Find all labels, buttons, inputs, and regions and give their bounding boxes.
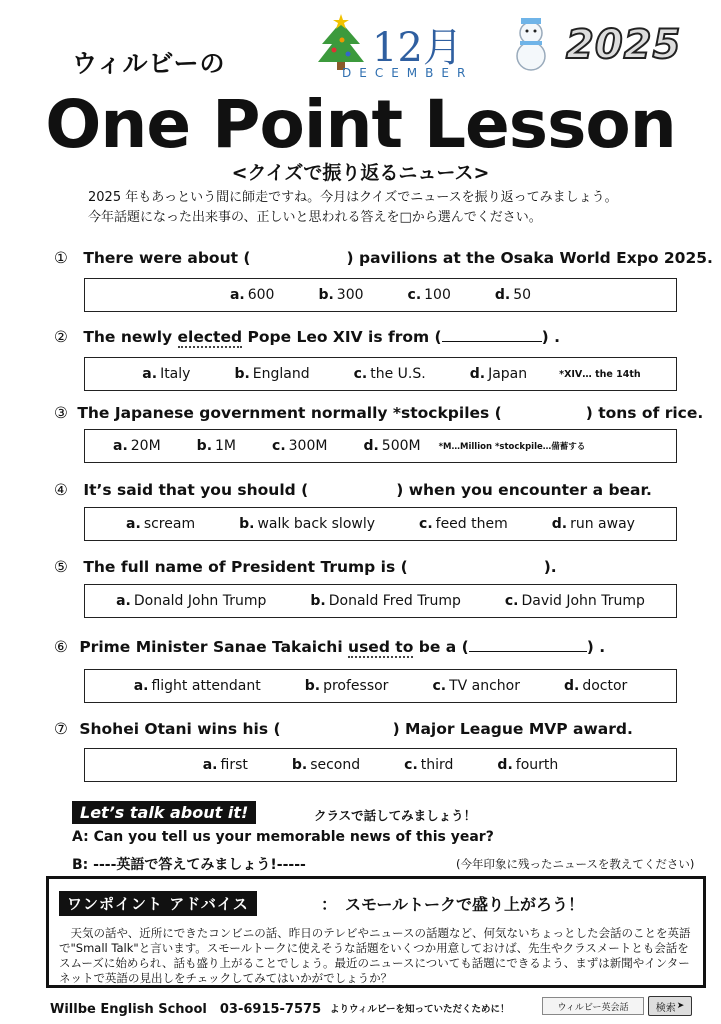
options-box-3 bbox=[84, 429, 677, 463]
option-c[interactable]: c. third bbox=[404, 757, 454, 773]
option-b[interactable]: b. professor bbox=[304, 678, 389, 694]
answer-blank[interactable] bbox=[469, 637, 587, 652]
question-text: Prime Minister Sanae Takaichi bbox=[79, 638, 349, 656]
talk-badge: Let’s talk about it! bbox=[72, 801, 256, 824]
option-a[interactable]: a. 600 bbox=[229, 287, 275, 303]
snowman-icon bbox=[506, 16, 556, 72]
option-b[interactable]: b. walk back slowly bbox=[239, 516, 376, 532]
question-7 bbox=[54, 720, 633, 738]
question-6 bbox=[54, 637, 605, 656]
page-subtitle: <クイズで振り返るニュース> bbox=[231, 162, 490, 184]
dialog-b: B: ----英語で答えてみましょう!----- bbox=[72, 857, 306, 873]
question-number: ① bbox=[54, 249, 68, 267]
question-text: There were about ( bbox=[83, 249, 251, 267]
christmas-tree-icon bbox=[312, 14, 370, 74]
month-label: 12月 bbox=[372, 25, 463, 71]
question-text: be a ( bbox=[413, 638, 469, 656]
option-b[interactable]: b. Donald Fred Trump bbox=[310, 593, 461, 609]
question-text: ) Major League MVP award. bbox=[392, 720, 633, 738]
advice-body: 天気の話や、近所にできたコンビニの話、昨日のテレビやニュースの話題など、何気ないちょっとした会話のことを英語で"Small Talk"と言います。スモールトークに使えそうな話題をいくつか用意しておけば、先生やクラスメートとも会話をスムーズに始められ、話も盛り上がることでしょう。最近のニュースについても話題にできるよう、まずは新聞やインターネットで英語の見出しをチェックしてみてはいかがでしょうか？ bbox=[59, 926, 691, 985]
option-c[interactable]: c. 300M bbox=[272, 438, 328, 454]
option-b[interactable]: b. England bbox=[234, 366, 310, 382]
advice-badge: ワンポイント アドバイス bbox=[59, 891, 257, 916]
advice-box bbox=[46, 876, 706, 988]
option-a[interactable]: a. 20M bbox=[113, 438, 161, 454]
option-d[interactable]: d. 500M bbox=[363, 438, 421, 454]
year-label: 2025 bbox=[566, 22, 682, 68]
footnote: *M…Million *stockpile…備蓄する bbox=[438, 442, 586, 452]
option-c[interactable]: c. the U.S. bbox=[353, 366, 426, 382]
option-c[interactable]: c. David John Trump bbox=[504, 593, 645, 609]
question-text: ) when you encounter a bear. bbox=[396, 481, 652, 499]
question-text: The newly bbox=[83, 328, 178, 346]
question-2 bbox=[54, 327, 560, 346]
options-box-1 bbox=[84, 278, 677, 312]
question-number: ② bbox=[54, 328, 68, 346]
options-box-4 bbox=[84, 507, 677, 541]
question-text: ) . bbox=[541, 328, 560, 346]
option-c[interactable]: c. feed them bbox=[419, 516, 508, 532]
dialog-note: (今年印象に残ったニュースを教えてください) bbox=[456, 857, 695, 871]
brand-label: ウィルビーの bbox=[72, 49, 226, 78]
answer-blank[interactable] bbox=[442, 327, 542, 342]
question-text: ) . bbox=[586, 638, 606, 656]
option-d[interactable]: d. fourth bbox=[497, 757, 559, 773]
question-number: ③ bbox=[54, 404, 68, 422]
footer-note: よりウィルビーを知っていただくために！ bbox=[330, 1004, 510, 1015]
dialog-a: A: Can you tell us your memorable news of this year? bbox=[72, 829, 494, 845]
option-d[interactable]: d. doctor bbox=[564, 678, 628, 694]
highlight-word: used to bbox=[348, 638, 414, 656]
question-text: The full name of President Trump is ( bbox=[83, 558, 408, 576]
option-a[interactable]: a. scream bbox=[126, 516, 196, 532]
question-1 bbox=[54, 249, 713, 267]
question-text: Pope Leo XIV is from ( bbox=[242, 328, 442, 346]
highlight-word: elected bbox=[177, 328, 243, 346]
option-d[interactable]: d. Japan bbox=[469, 366, 528, 382]
search-button-label: 検索 bbox=[655, 1002, 676, 1014]
advice-title: ： スモールトークで盛り上がろう！ bbox=[321, 895, 585, 914]
question-text: ) pavilions at the Osaka World Expo 2025. bbox=[346, 249, 713, 267]
question-text: ). bbox=[543, 558, 557, 576]
option-b[interactable]: b. 1M bbox=[196, 438, 237, 454]
question-number: ④ bbox=[54, 481, 68, 499]
question-number: ⑤ bbox=[54, 558, 68, 576]
question-text: ) tons of rice. bbox=[585, 404, 704, 422]
intro-line: 2025 年もあっという間に師走ですね。今月はクイズでニュースを振り返ってみましょう。 bbox=[88, 190, 618, 205]
option-a[interactable]: a. first bbox=[202, 757, 248, 773]
option-a[interactable]: a. Italy bbox=[142, 366, 191, 382]
school-info: Willbe English School 03-6915-7575 bbox=[50, 1002, 322, 1017]
footnote: *XIV… the 14th bbox=[559, 368, 641, 380]
month-english-label: DECEMBER bbox=[342, 66, 474, 80]
option-d[interactable]: d. run away bbox=[551, 516, 635, 532]
intro-text bbox=[88, 188, 618, 228]
search-box[interactable]: ウィルビー英会話 bbox=[542, 997, 644, 1015]
talk-instruction: クラスで話してみましょう！ bbox=[314, 808, 477, 823]
options-box-2 bbox=[84, 357, 677, 391]
options-box-7 bbox=[84, 748, 677, 782]
option-a[interactable]: a. flight attendant bbox=[133, 678, 261, 694]
question-3 bbox=[54, 404, 703, 422]
question-text: Shohei Otani wins his ( bbox=[79, 720, 281, 738]
question-text: The Japanese government normally *stockpiles ( bbox=[77, 404, 502, 422]
option-b[interactable]: b. second bbox=[291, 757, 361, 773]
question-4 bbox=[54, 481, 652, 499]
page-title: One Point Lesson bbox=[45, 86, 676, 163]
option-d[interactable]: d. 50 bbox=[494, 287, 532, 303]
option-a[interactable]: a. Donald John Trump bbox=[116, 593, 267, 609]
option-c[interactable]: c. 100 bbox=[407, 287, 451, 303]
question-text: It’s said that you should ( bbox=[83, 481, 309, 499]
option-c[interactable]: c. TV anchor bbox=[432, 678, 520, 694]
options-box-5 bbox=[84, 584, 677, 618]
search-button[interactable] bbox=[648, 996, 692, 1016]
options-box-6 bbox=[84, 669, 677, 703]
question-number: ⑥ bbox=[54, 638, 68, 656]
question-number: ⑦ bbox=[54, 720, 68, 738]
option-b[interactable]: b. 300 bbox=[318, 287, 364, 303]
intro-line: 今年話題になった出来事の、正しいと思われる答えを□から選んでください。 bbox=[88, 210, 542, 225]
question-5 bbox=[54, 558, 557, 576]
cursor-icon: ➤ bbox=[676, 1001, 685, 1011]
